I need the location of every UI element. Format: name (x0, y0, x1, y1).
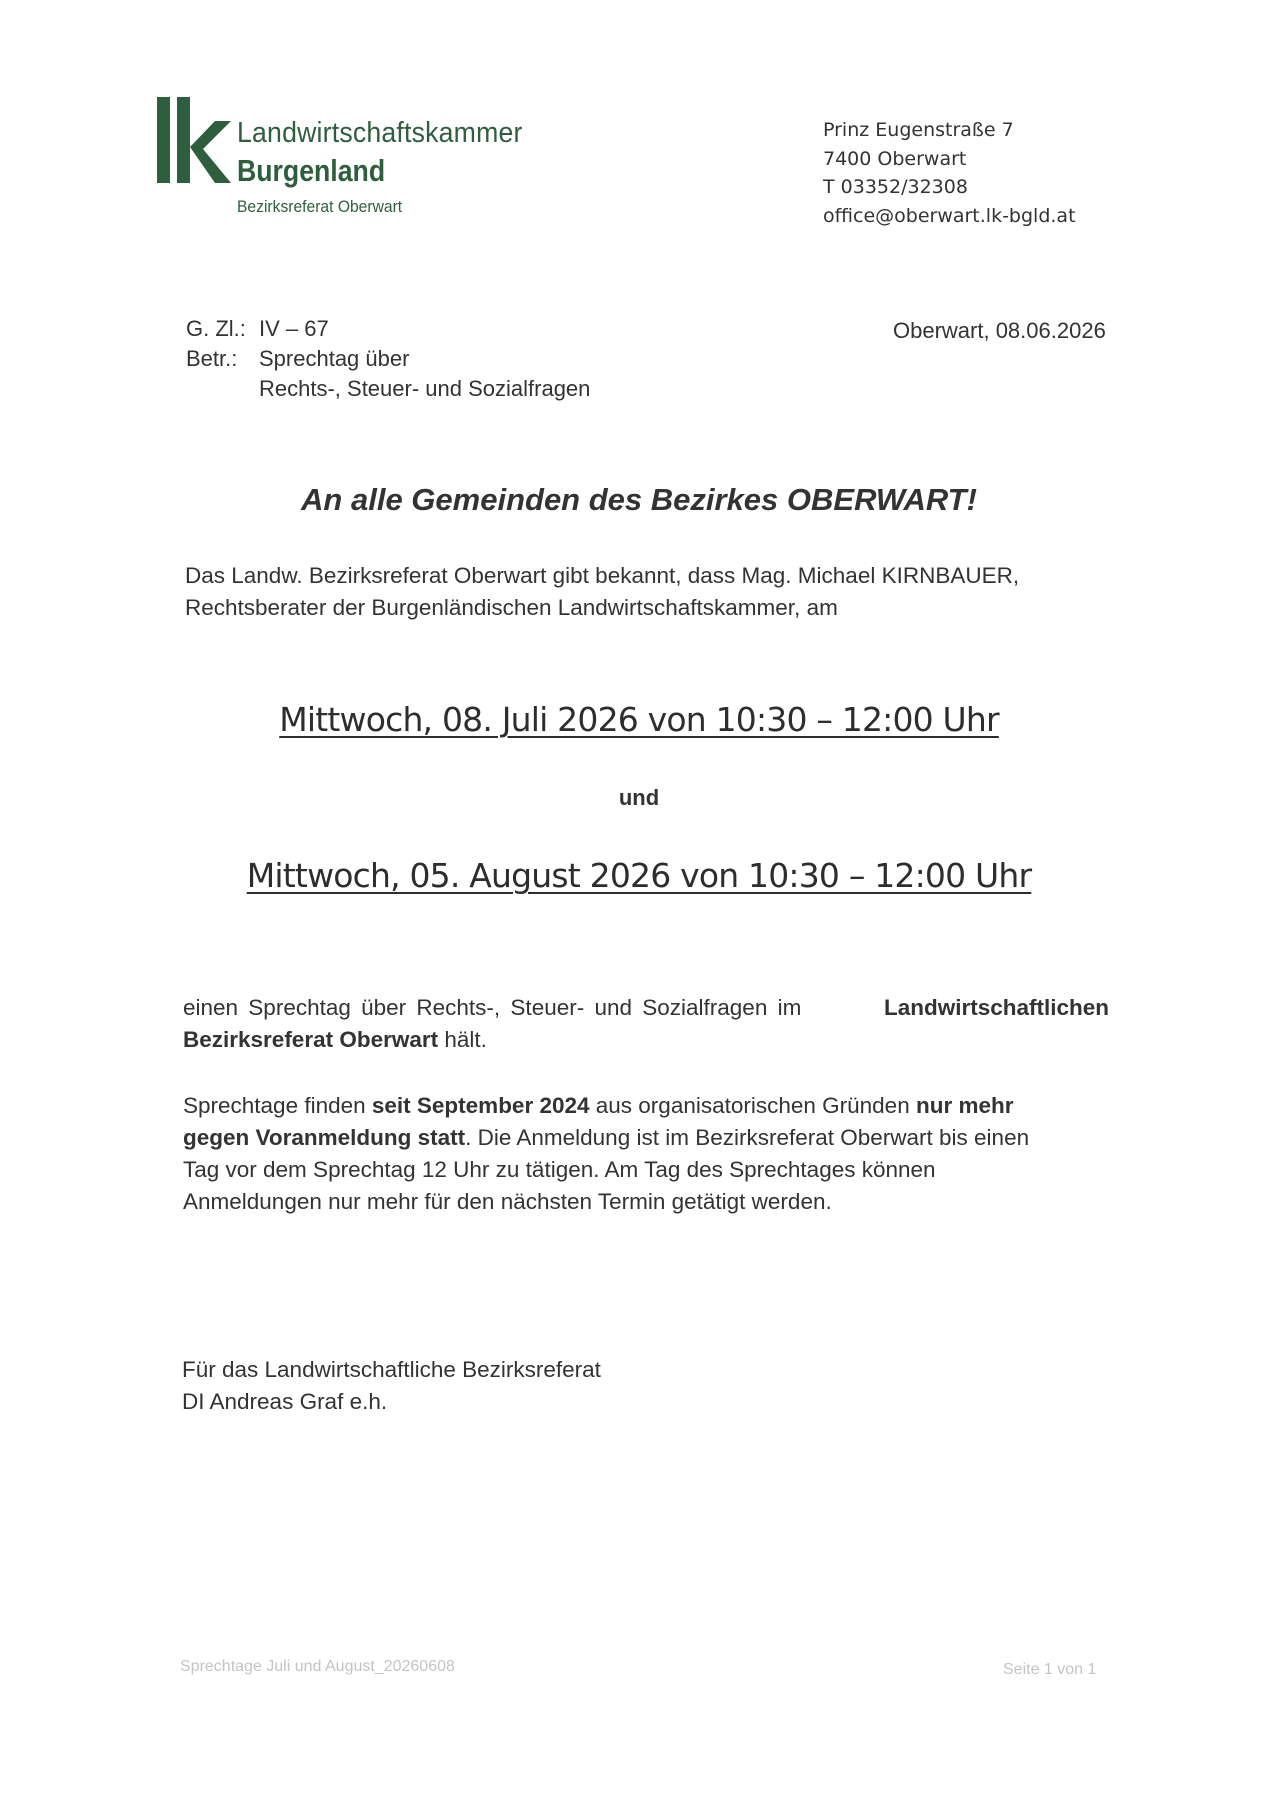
place-date: Oberwart, 08.06.2026 (893, 318, 1106, 343)
para1-text: hält. (438, 1027, 487, 1052)
lk-logo-icon (155, 95, 235, 185)
para1-line1 (183, 992, 1109, 1024)
para2-line3: Tag vor dem Sprechtag 12 Uhr zu tätigen. Am Tag des Sprechtages können (183, 1157, 936, 1182)
signature-line: Für das Landwirtschaftliche Bezirksreferat (182, 1357, 601, 1382)
appointment-date-1 (0, 700, 1278, 739)
para2-line2 (183, 1122, 1113, 1154)
address-city: 7400 Oberwart (823, 147, 967, 170)
appointment-date-2-text: Mittwoch, 05. August 2026 von 10:30 – 12:00 Uhr (246, 856, 1032, 895)
para2-line4: Anmeldungen nur mehr für den nächsten Termin getätigt werden. (183, 1189, 832, 1214)
body-paragraph-2 (183, 1090, 1113, 1218)
para2-bold: gegen Voranmeldung statt (183, 1125, 466, 1150)
footer-filename: Sprechtage Juli und August_20260608 (180, 1658, 455, 1675)
intro-line: Das Landw. Bezirksreferat Oberwart gibt bekannt, dass Mag. Michael KIRNBAUER, (185, 563, 1020, 588)
subject-label: Betr.: (186, 346, 238, 371)
para2-bold: seit September 2024 (371, 1093, 590, 1118)
address-phone: T 03352/32308 (823, 176, 968, 198)
sender-address (823, 116, 1076, 230)
org-name-line2: Burgenland (237, 153, 386, 188)
headline: An alle Gemeinden des Bezirkes OBERWART! (301, 482, 977, 517)
intro-line: Rechtsberater der Burgenländischen Landwirtschaftskammer, am (185, 595, 838, 620)
letterhead-logo (155, 93, 715, 233)
para2-bold: nur mehr (915, 1093, 1014, 1118)
subject-line2: Rechts-, Steuer- und Sozialfragen (259, 376, 591, 401)
org-name-line1: Landwirtschaftskammer (237, 117, 523, 149)
address-email: office@oberwart.lk-bgld.at (823, 204, 1076, 227)
para1-text: einen Sprechtag über Rechts-, Steuer- und Sozialfragen im (183, 995, 802, 1020)
para1-bold: Bezirksreferat Oberwart (183, 1027, 439, 1052)
para2-text: aus organisatorischen Gründen (589, 1093, 916, 1118)
intro-paragraph (185, 560, 1125, 624)
appointment-date-2 (0, 856, 1278, 895)
para1-bold: Landwirtschaftlichen (883, 995, 1109, 1020)
subject-line1: Sprechtag über (259, 346, 410, 371)
para1-line2 (183, 1024, 1113, 1056)
footer-page-number: Seite 1 von 1 (1003, 1661, 1097, 1678)
address-street: Prinz Eugenstraße 7 (823, 119, 1014, 141)
gzl-value: IV – 67 (259, 316, 329, 341)
para2-text: . Die Anmeldung ist im Bezirksreferat Oberwart bis einen (465, 1125, 1030, 1150)
signature-line: DI Andreas Graf e.h. (182, 1389, 388, 1414)
appointment-date-1-text: Mittwoch, 08. Juli 2026 von 10:30 – 12:00 Uhr (279, 700, 999, 739)
date-connector: und (618, 785, 660, 810)
para2-line1 (183, 1090, 1113, 1122)
gzl-label: G. Zl.: (186, 316, 246, 341)
body-paragraph-1 (183, 992, 1113, 1056)
para2-text: Sprechtage finden (183, 1093, 372, 1118)
signature-block (182, 1354, 601, 1418)
org-department: Bezirksreferat Oberwart (237, 197, 403, 216)
